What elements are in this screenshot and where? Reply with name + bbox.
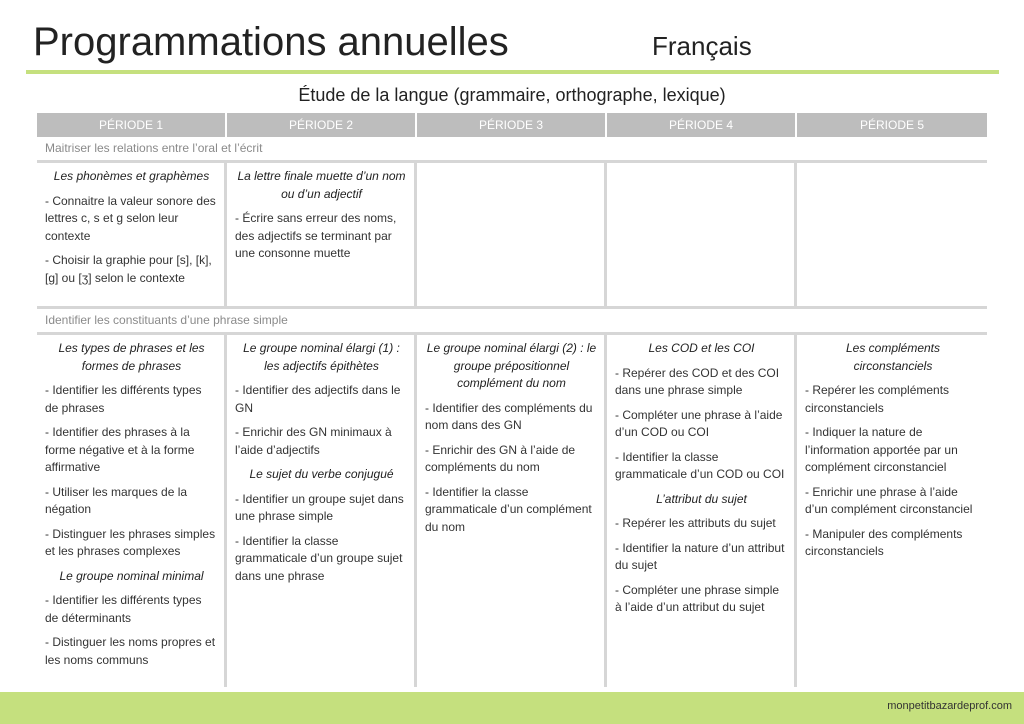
table-cell <box>227 163 417 306</box>
table-cell <box>607 163 797 306</box>
period-header-row <box>37 113 987 137</box>
topic-heading: Le groupe nominal élargi (2) : le groupe prépositionnel complément du nom <box>426 341 597 390</box>
table-row <box>37 335 987 687</box>
objective-item: - Identifier des compléments du nom dans des GN <box>425 400 593 432</box>
table-cell <box>607 335 797 687</box>
objective-item: - Identifier des adjectifs dans le GN <box>235 383 401 415</box>
footer-site-link[interactable]: monpetitbazardeprof.com <box>887 700 1012 712</box>
table-cell <box>37 335 227 687</box>
subject-label: Français <box>652 31 752 61</box>
period-header-2: PÉRIODE 2 <box>227 113 417 137</box>
title-underline <box>26 70 999 74</box>
topic-heading: Les compléments circonstanciels <box>845 341 941 373</box>
objective-item: - Enrichir des GN à l’aide de compléments du nom <box>425 442 576 474</box>
objective-item: - Connaitre la valeur sonore des lettres c, s et g selon leur contexte <box>45 193 216 243</box>
topic-heading: L’attribut du sujet <box>656 491 747 506</box>
objective-item: - Compléter une phrase simple à l’aide d’un attribut du sujet <box>615 582 780 614</box>
objective-item: - Écrire sans erreur des noms, des adjectifs se terminant par une consonne muette <box>235 211 397 260</box>
objective-item: - Manipuler des compléments circonstanciels <box>805 526 963 558</box>
objective-item: - Indiquer la nature de l’information apportée par un complément circonstanciel <box>805 425 958 474</box>
period-header-5: PÉRIODE 5 <box>797 113 987 137</box>
objective-item: - Repérer les attributs du sujet <box>615 516 776 530</box>
objective-item: - Repérer des COD et des COI dans une phrase simple <box>615 365 780 397</box>
objective-item: - Identifier la classe grammaticale d’un groupe sujet dans une phrase <box>235 533 403 583</box>
objective-item: - Identifier la classe grammaticale d’un complément du nom <box>425 484 592 534</box>
objective-item: - Identifier les différents types de phrases <box>45 383 202 415</box>
objective-item: - Identifier un groupe sujet dans une phrase simple <box>235 491 404 523</box>
table-cell <box>227 335 417 687</box>
topic-heading: Les COD et les COI <box>648 341 755 355</box>
objective-item: - Choisir la graphie pour [s], [k], [g] ou [ʒ] selon le contexte <box>45 253 212 285</box>
objective-item: - Identifier les différents types de déterminants <box>45 593 202 625</box>
objective-item: - Utiliser les marques de la négation <box>45 484 188 516</box>
objective-item: - Distinguer les phrases simples et les phrases complexes <box>45 526 216 558</box>
topic-heading: Les phonèmes et graphèmes <box>53 169 210 183</box>
topic-heading: Le groupe nominal élargi (1) : les adjectifs épithètes <box>243 341 400 373</box>
objective-item: - Identifier la classe grammaticale d’un COD ou COI <box>615 449 785 481</box>
objective-item: - Enrichir des GN minimaux à l’aide d’adjectifs <box>235 425 392 457</box>
objective-item: - Identifier la nature d’un attribut du sujet <box>615 540 785 572</box>
section-band-constituants: Identifier les constituants d’une phrase simple <box>37 309 987 335</box>
topic-heading: La lettre finale muette d’un nom ou d’un adjectif <box>237 169 406 201</box>
period-header-3: PÉRIODE 3 <box>417 113 607 137</box>
period-header-4: PÉRIODE 4 <box>607 113 797 137</box>
topic-heading: Les types de phrases et les formes de phrases <box>58 341 205 373</box>
objective-item: - Identifier des phrases à la forme négative et à la forme affirmative <box>45 425 195 474</box>
programming-table <box>37 113 987 687</box>
table-cell <box>417 163 607 306</box>
section-title: Étude de la langue (grammaire, orthographe, lexique) <box>298 85 726 105</box>
objective-item: - Enrichir une phrase à l’aide d’un complément circonstanciel <box>805 484 973 516</box>
topic-heading: Le groupe nominal minimal <box>59 568 204 583</box>
table-cell <box>797 163 987 306</box>
section-band-oral-ecrit: Maitriser les relations entre l’oral et l’écrit <box>37 137 987 163</box>
objective-item: - Distinguer les noms propres et les noms communs <box>45 635 216 667</box>
footer-bar <box>0 692 1024 724</box>
table-cell <box>417 335 607 687</box>
table-row <box>37 163 987 309</box>
page-title: Programmations annuelles <box>33 20 509 64</box>
objective-item: - Repérer les compléments circonstanciels <box>805 383 950 415</box>
objective-item: - Compléter une phrase à l’aide d’un COD ou COI <box>615 407 783 439</box>
table-cell <box>37 163 227 306</box>
table-cell <box>797 335 987 687</box>
topic-heading: Le sujet du verbe conjugué <box>249 467 394 481</box>
period-header-1: PÉRIODE 1 <box>37 113 227 137</box>
